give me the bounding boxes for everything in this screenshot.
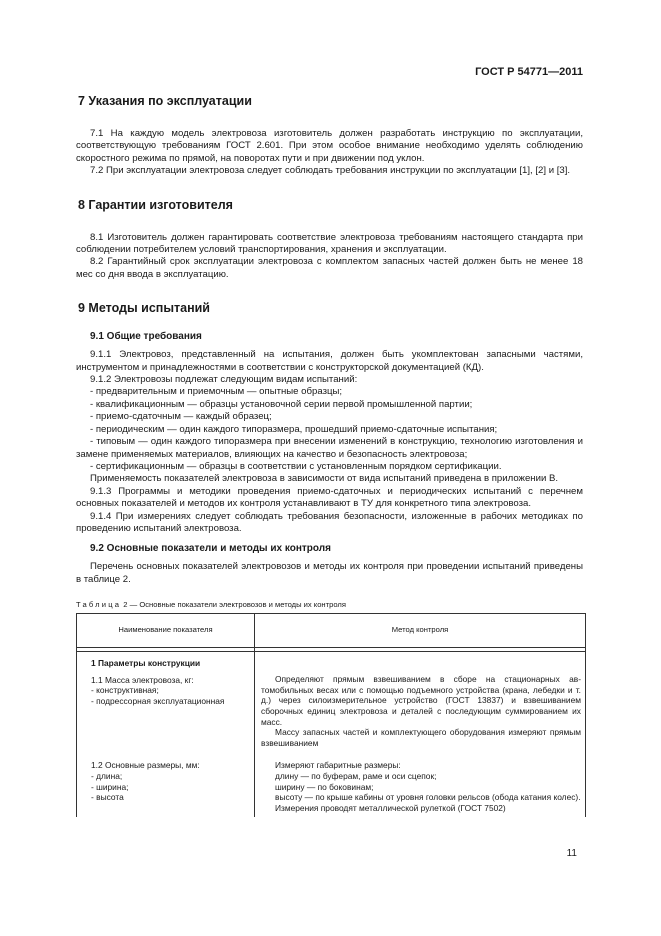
paragraph-9-1-2: 9.1.2 Электровозы подлежат следующим видам испытаний:: [90, 374, 358, 386]
method-text: Измерения проводят металлической рулеткой (ГОСТ 7502): [275, 802, 506, 813]
indicator-subitem: - высота: [91, 792, 124, 803]
paragraph-7-1: 7.1 На каждую модель электровоза изготовитель должен разработать инструкцию по эксплуатации, соответствующую требованиям ГОСТ 2.601. При этом особое внимание необходимо уделять соблюдению скоростного режима по прямой, на поворотах пути и при движении под уклон.: [76, 128, 583, 164]
paragraph-8-2: 8.2 Гарантийный срок эксплуатации электровоза с комплектом запасных частей должен быть не менее 18 мес со дня ввода в эксплуатацию.: [76, 256, 583, 280]
page-number: 11: [566, 848, 577, 859]
table-row: [77, 652, 586, 749]
method-text: Массу запасных частей и комплектующего оборудования измеряют прямым взвешиванием: [261, 727, 581, 748]
paragraph-9-1-3: 9.1.3 Программы и методики проведения приемо-сдаточных и периодических испытаний с перечнем основных показателей и методов их контроля устанавливают в ТУ для конкретного типа электровоза.: [76, 485, 583, 510]
list-item: - сертификационным — образцы в соответствии с установленным порядком сертификации.: [90, 460, 502, 472]
table-caption: [76, 600, 583, 609]
indicator-subitem: - конструктивная;: [91, 685, 159, 696]
method-text: Определяют прямым взвешиванием в сборе на стационарных автомобильных весах или с помощью подъемного устройства (крана, лебедки и т. д.) через силоизмерительное устройство (ГОСТ 13837) и взвешиванием сборочных единиц электровоза и деталей с последующим суммированием их масс.: [261, 674, 581, 727]
section-8-title: 8 Гарантии изготовителя: [78, 197, 233, 212]
indicators-table: [76, 613, 586, 817]
standard-code: ГОСТ Р 54771—2011: [475, 66, 583, 78]
paragraph-9-1-4: 9.1.4 При измерениях следует соблюдать требования безопасности, изложенные в рабочих методиках по проведению испытаний электровоза.: [76, 510, 583, 534]
list-item: - периодическим — один каждого типоразмера, прошедший приемо-сдаточные испытания;: [90, 423, 498, 435]
indicator-subitem: - подрессорная эксплуатационная: [91, 695, 225, 706]
indicator-name: 1.2 Основные размеры, мм:: [91, 760, 200, 771]
indicator-subitem: - ширина;: [91, 781, 129, 792]
indicator-name: 1.1 Масса электровоза, кг:: [91, 674, 194, 685]
column-header-method: Метод контроля: [255, 614, 586, 648]
indicator-subitem: - длина;: [91, 770, 123, 781]
subsection-9-2-title: 9.2 Основные показатели и методы их контроля: [90, 543, 331, 555]
table-caption-word: Таблица: [76, 600, 122, 610]
method-text: длину — по буферам, раме и оси сцепок;: [275, 770, 437, 781]
page-content: [76, 94, 583, 817]
paragraph-9-2: Перечень основных показателей электровозов и методы их контроля при проведении испытаний приведены в таблице 2.: [76, 561, 583, 585]
paragraph-7-2: 7.2 При эксплуатации электровоза следует соблюдать требования инструкции по эксплуатации [1], [2] и [3].: [90, 165, 571, 177]
table-caption-text: 2 — Основные показатели электровозов и методы их контроля: [121, 600, 346, 610]
column-header-indicator: Наименование показателя: [77, 614, 255, 648]
list-item: - предварительным и приемочным — опытные образцы;: [90, 386, 343, 398]
group-title: 1 Параметры конструкции: [91, 658, 201, 669]
paragraph-applicability: Применяемость показателей электровоза в зависимости от вида испытаний приведена в приложении В.: [90, 473, 559, 485]
list-item: - приемо-сдаточным — каждый образец;: [90, 411, 272, 423]
method-text: Измеряют габаритные размеры:: [275, 760, 401, 771]
section-7-title: 7 Указания по эксплуатации: [78, 94, 252, 108]
paragraph-9-1-1: 9.1.1 Электровоз, представленный на испытания, должен быть укомплектован запасными частями, инструментом и принадлежностями в соответствии с конструкторской документацией (КД).: [76, 349, 583, 373]
method-text: высоту — по крыше кабины от уровня головки рельсов (обода катания колес).: [275, 792, 581, 803]
table-row: [77, 748, 586, 817]
method-text: ширину — по боковинам;: [275, 781, 374, 792]
list-item: - типовым — один каждого типоразмера при внесении изменений в конструкцию, технологию изготовления и замене применяемых материалов, влияющих на качество и безопасность электровоза;: [76, 436, 583, 460]
list-item: - квалификационным — образцы установочной серии первой промышленной партии;: [90, 398, 473, 410]
subsection-9-1-title: 9.1 Общие требования: [90, 331, 202, 343]
section-9-title: 9 Методы испытаний: [78, 301, 210, 316]
paragraph-8-1: 8.1 Изготовитель должен гарантировать соответствие электровоза требованиям настоящего стандарта при соблюдении потребителем условий транспортирования, хранения и эксплуатации.: [76, 231, 583, 256]
